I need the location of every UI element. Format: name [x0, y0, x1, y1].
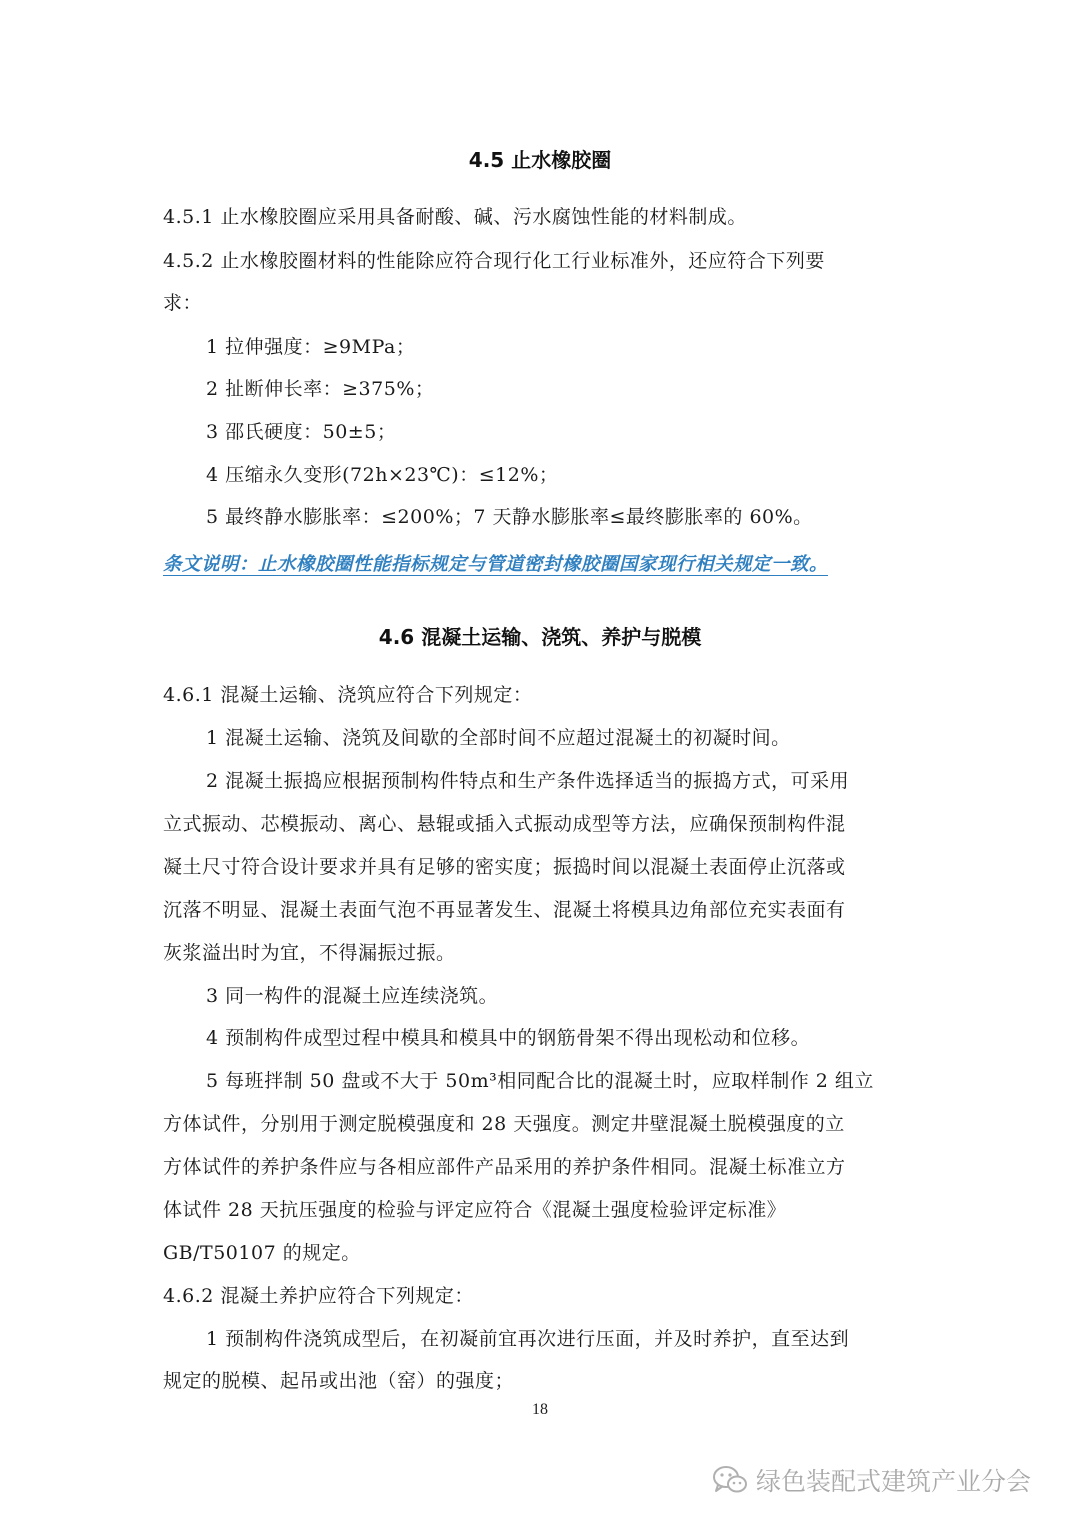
- clause-4-6-2-item-1-line: 1 预制构件浇筑成型后，在初凝前宜再次进行压面，并及时养护，直至达到: [206, 1328, 850, 1350]
- clause-4-6-1-item-2-line: 灰浆溢出时为宜，不得漏振过振。: [163, 942, 456, 964]
- watermark-text: 绿色装配式建筑产业分会: [756, 1467, 1032, 1496]
- page-number: 18: [532, 1401, 548, 1418]
- requirement-item-5: 5 最终静水膨胀率：≤200%；7 天静水膨胀率≤最终膨胀率的 60%。: [206, 506, 813, 528]
- clause-4-6-1-item-5-line: 方体试件的养护条件应与各相应部件产品采用的养护条件相同。混凝土标准立方: [163, 1156, 846, 1178]
- clause-4-6-1-item-5-line: 体试件 28 天抗压强度的检验与评定应符合《混凝土强度检验评定标准》: [163, 1199, 787, 1221]
- requirement-item-1: 1 拉伸强度：≥9MPa；: [206, 336, 416, 358]
- requirement-item-2: 2 扯断伸长率：≥375%；: [206, 378, 435, 400]
- clause-explanation-note: 条文说明：止水橡胶圈性能指标规定与管道密封橡胶圈国家现行相关规定一致。: [163, 554, 829, 575]
- clause-4-6-2-item-1-line: 规定的脱模、起吊或出池（窑）的强度；: [163, 1370, 515, 1392]
- clause-4-5-2-line-2: 求：: [163, 292, 203, 314]
- requirement-item-3: 3 邵氏硬度：50±5；: [206, 421, 397, 443]
- section-heading-4-6: 4.6 混凝土运输、浇筑、养护与脱模: [378, 625, 702, 649]
- clause-4-6-1-item-5-line: GB/T50107 的规定。: [163, 1242, 361, 1264]
- clause-4-5-1: 4.5.1 止水橡胶圈应采用具备耐酸、碱、污水腐蚀性能的材料制成。: [163, 206, 747, 228]
- clause-4-6-1: 4.6.1 混凝土运输、浇筑应符合下列规定：: [163, 684, 533, 706]
- requirement-item-4: 4 压缩永久变形(72h×23℃)：≤12%；: [206, 464, 559, 486]
- clause-4-6-1-item-2-line: 立式振动、芯模振动、离心、悬辊或插入式振动成型等方法，应确保预制构件混: [163, 813, 846, 835]
- clause-4-6-1-item-2-line: 沉落不明显、混凝土表面气泡不再显著发生、混凝土将模具边角部位充实表面有: [163, 899, 846, 921]
- clause-4-6-1-item-2-line: 2 混凝土振捣应根据预制构件特点和生产条件选择适当的振捣方式，可采用: [206, 770, 850, 792]
- clause-4-6-1-item-4: 4 预制构件成型过程中模具和模具中的钢筋骨架不得出现松动和位移。: [206, 1027, 811, 1049]
- clause-4-6-1-item-1: 1 混凝土运输、浇筑及间歇的全部时间不应超过混凝土的初凝时间。: [206, 727, 791, 749]
- clause-4-5-2-line-1: 4.5.2 止水橡胶圈材料的性能除应符合现行化工行业标准外，还应符合下列要: [163, 250, 825, 272]
- section-heading-4-5: 4.5 止水橡胶圈: [468, 148, 612, 172]
- clause-4-6-1-item-3: 3 同一构件的混凝土应连续浇筑。: [206, 985, 499, 1007]
- clause-4-6-1-item-5-line: 5 每班拌制 50 盘或不大于 50m³相同配合比的混凝土时，应取样制作 2 组立: [206, 1070, 874, 1092]
- clause-4-6-1-item-2-line: 凝土尺寸符合设计要求并具有足够的密实度；振捣时间以混凝土表面停止沉落或: [163, 856, 846, 878]
- wechat-icon: [712, 1465, 748, 1495]
- watermark: [712, 1462, 1031, 1498]
- clause-4-6-1-item-5-line: 方体试件，分别用于测定脱模强度和 28 天强度。测定井壁混凝土脱模强度的立: [163, 1113, 845, 1135]
- clause-4-6-2: 4.6.2 混凝土养护应符合下列规定：: [163, 1285, 474, 1307]
